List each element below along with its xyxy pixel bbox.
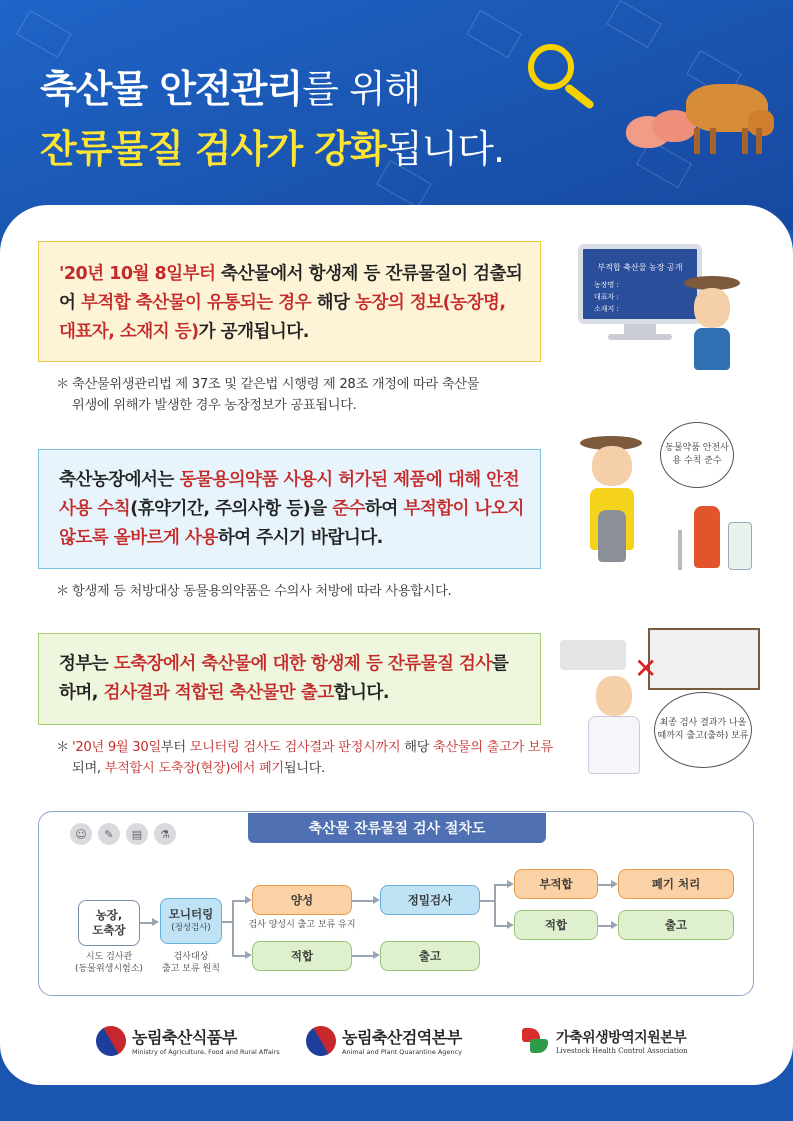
taegeuk-logo-icon <box>91 1020 132 1061</box>
logo-association-english: Livestock Health Control Association <box>556 1047 688 1055</box>
logo-quarantine-name: 농림축산검역본부 <box>342 1028 462 1047</box>
inspector-icon: ☺ <box>70 823 92 845</box>
farmer-face <box>592 446 632 486</box>
info-box-government-inspection <box>38 633 541 725</box>
logo-ministry-name: 농림축산식품부 <box>132 1028 237 1047</box>
cow-leg <box>710 128 716 154</box>
farmer-body <box>694 328 730 370</box>
body-text: 축산물에서 항생제 등 잔류물질이 검출되어 <box>59 264 523 313</box>
node-monitoring <box>160 898 222 944</box>
truck-icon <box>560 640 626 670</box>
node-farm-caption: 시도 검사관 (동물위생시험소) <box>75 952 143 974</box>
logo-livestock-association <box>522 1027 688 1055</box>
emphasis-text: 도축장에서 축산물에 대한 항생제 등 잔류물질 검사 <box>113 654 492 674</box>
microscope-icon: ⚗ <box>154 823 176 845</box>
syringe-icon <box>678 530 682 570</box>
cow-leg <box>742 128 748 154</box>
node-release-2: 출고 <box>618 910 734 940</box>
flow-arrow <box>373 951 380 959</box>
emphasis-text: 검사결과 적합된 축산물만 출고 <box>103 683 334 703</box>
hexagon-decoration <box>606 0 662 48</box>
node-farm: 농장, 도축장 <box>78 900 140 946</box>
logo-quarantine-agency <box>306 1025 462 1056</box>
info-box-farm-disclosure <box>38 241 541 362</box>
body-text: 합니다. <box>333 683 389 703</box>
cow-leg <box>756 128 762 154</box>
flow-connector <box>352 955 374 957</box>
magnifier-handle <box>564 83 596 110</box>
info-box-safe-use <box>38 449 541 569</box>
syringe-icon: ✎ <box>98 823 120 845</box>
cow-leg <box>694 128 700 154</box>
flow-connector <box>352 900 374 902</box>
monitor-title: 부적합 축산물 농장 공개 <box>597 263 683 272</box>
hero-banner <box>0 0 793 230</box>
vial-icon <box>728 522 752 570</box>
body-text: 축산농장에서는 <box>59 470 180 490</box>
node-dispose: 폐기 처리 <box>618 869 734 899</box>
page-title-line1: 축산물 안전관리를 위해 <box>40 67 421 111</box>
body-text: 를 하며, <box>59 654 509 703</box>
monitor-field: 대표자 : <box>594 293 619 301</box>
association-logo-icon <box>522 1028 550 1054</box>
inspector-body <box>588 716 640 774</box>
emphasis-text: 부적합 축산물이 유통되는 경우 <box>81 293 312 313</box>
body-text: (휴약기간, 주의사항 등)을 <box>130 499 333 519</box>
emphasis-text: 농장의 정보(농장명, 대표자, 소재지 등) <box>59 293 506 342</box>
inspector-face <box>596 676 632 716</box>
flow-connector <box>232 900 246 902</box>
flowchart-title: 축산물 잔류물질 검사 절차도 <box>248 813 546 843</box>
node-positive: 양성 <box>252 885 352 915</box>
flow-connector <box>598 884 612 886</box>
slaughterhouse-icon <box>648 628 760 690</box>
emphasis-text: 준수 <box>332 499 366 519</box>
medicine-bottle-icon <box>694 506 720 568</box>
farmer-apron <box>598 510 626 562</box>
node-positive-caption: 검사 양성시 출고 보류 유지 <box>248 920 356 930</box>
body-text: 됩니다. <box>283 761 326 776</box>
body-text: 하여 주시기 바랍니다. <box>217 528 383 548</box>
emphasis-text: '20년 10월 8일부터 <box>59 264 216 284</box>
logo-ministry-agriculture <box>96 1025 280 1056</box>
flow-connector <box>494 925 508 927</box>
body-text: 되며, <box>72 761 105 776</box>
flow-arrow <box>611 880 618 888</box>
taegeuk-logo-icon <box>301 1020 342 1061</box>
emphasis-text: 모니터링 검사도 검사결과 판정시까지 <box>189 740 401 755</box>
magnifier-icon <box>528 44 574 90</box>
hexagon-decoration <box>466 10 522 58</box>
x-mark-icon: ✕ <box>634 652 658 685</box>
legal-note: ＊ 축산물위생관리법 제 37조 및 같은법 시행령 제 28조 개정에 따라 축산물 위생에 위해가 발생한 경우 농장정보가 공표됩니다. <box>56 377 480 413</box>
monitor-field: 소재지 : <box>594 305 619 313</box>
flow-connector <box>494 884 496 926</box>
flow-arrow <box>245 951 252 959</box>
flow-connector <box>232 900 234 956</box>
monitor-base <box>608 334 672 340</box>
emphasis-text: 부적합시 도축장(현장)에서 폐기 <box>104 761 284 776</box>
page-title-line2: 잔류물질 검사가 강화됩니다. <box>40 127 505 171</box>
flow-connector <box>222 921 232 923</box>
flow-arrow <box>152 918 159 926</box>
logo-ministry-english: Ministry of Agriculture, Food and Rural Affairs <box>132 1048 280 1056</box>
speech-bubble: 최종 검사 결과가 나올 때까지 출고(출하) 보류 <box>654 692 752 768</box>
speech-bubble: 동물약품 안전사용 수칙 준수 <box>660 422 734 488</box>
body-text: 해당 <box>311 293 356 313</box>
emphasis-text: '20년 9월 30일 <box>72 740 161 755</box>
flow-connector <box>480 900 494 902</box>
logo-association-name: 가축위생방역지원본부 <box>556 1030 687 1046</box>
flow-connector <box>598 925 612 927</box>
node-release-1: 출고 <box>380 941 480 971</box>
emphasis-text: 부적합이 나오지 않도록 올바르게 사용 <box>59 499 524 548</box>
node-precise-test: 정밀검사 <box>380 885 480 915</box>
flow-arrow <box>611 921 618 929</box>
flow-arrow <box>245 896 252 904</box>
body-text: 하여 <box>365 499 404 519</box>
monitoring-note: ＊ '20년 9월 30일부터 모니터링 검사도 검사결과 판정시까지 해당 축산물의 출고가 보류되며, 부적합시 도축장(현장)에서 폐기됩니다. <box>56 740 553 776</box>
body-text: 부터 <box>160 740 190 755</box>
document-icon: ▤ <box>126 823 148 845</box>
logo-quarantine-english: Animal and Plant Quarantine Agency <box>342 1048 462 1056</box>
flow-connector <box>494 884 508 886</box>
emphasis-text: 축산물의 출고가 보류 <box>433 740 553 755</box>
node-monitoring-caption: 검사대상 출고 보류 원칙 <box>162 952 220 974</box>
node-fail: 부적합 <box>514 869 598 899</box>
farmer-face <box>694 288 730 328</box>
hexagon-decoration <box>16 10 72 58</box>
flow-arrow <box>373 896 380 904</box>
flow-arrow <box>507 921 514 929</box>
flow-connector <box>232 955 246 957</box>
info-box-text <box>59 260 527 347</box>
info-box-text <box>59 466 529 553</box>
body-text: 가 공개됩니다. <box>198 322 309 342</box>
flow-arrow <box>507 880 514 888</box>
info-box-text <box>59 650 529 708</box>
node-pass-1: 적합 <box>252 941 352 971</box>
monitor-field: 농장명 : <box>594 281 619 289</box>
body-text: 해당 <box>400 740 434 755</box>
node-pass-2: 적합 <box>514 910 598 940</box>
node-monitoring-label: 모니터링 <box>168 907 214 921</box>
emphasis-text: 동물용의약품 사용시 허가된 제품에 대해 안전사용 수칙 <box>59 470 520 519</box>
prescription-note: ＊ 항생제 등 처방대상 동물용의약품은 수의사 처방에 따라 사용합시다. <box>56 584 452 599</box>
body-text: 정부는 <box>59 654 114 674</box>
node-monitoring-sub: (정성검사) <box>171 923 211 933</box>
